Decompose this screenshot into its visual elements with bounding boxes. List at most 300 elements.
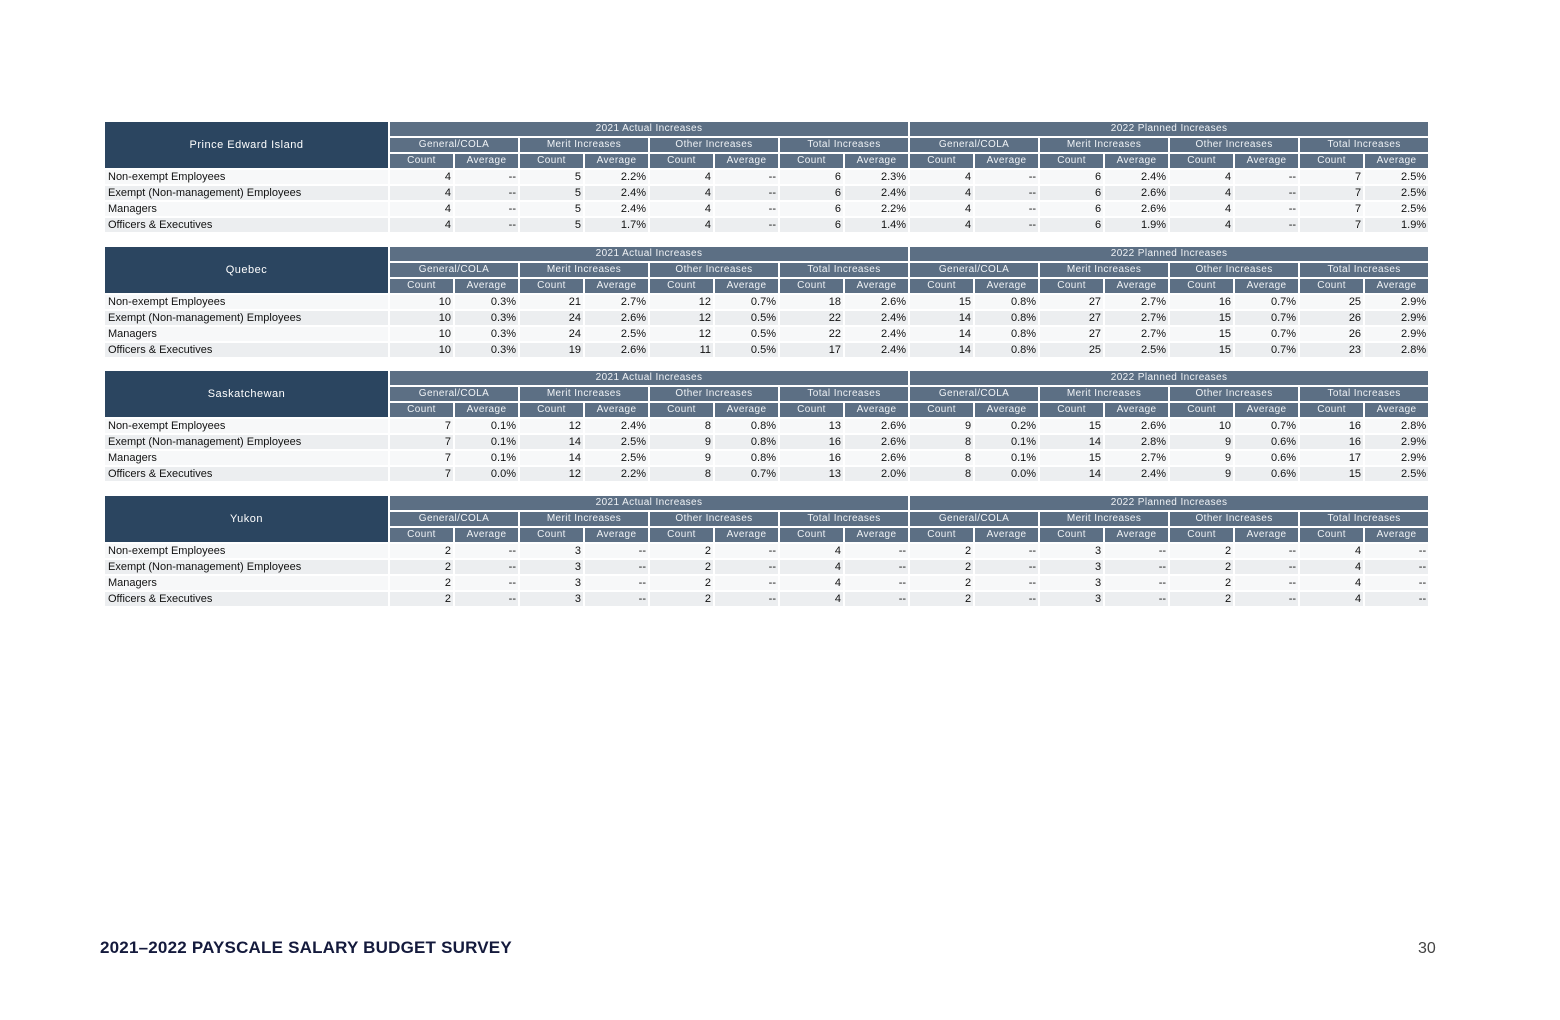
table-cell: 10 — [390, 343, 453, 359]
table-cell: -- — [1235, 170, 1298, 186]
table-cell: 2.9% — [1365, 435, 1428, 451]
table-cell: 0.3% — [455, 343, 518, 359]
category-header: Merit Increases — [520, 512, 648, 528]
table-cell: -- — [845, 544, 908, 560]
metric-header: Count — [910, 528, 973, 544]
category-header: Other Increases — [1170, 263, 1298, 279]
table-cell: 2.7% — [585, 295, 648, 311]
metric-header: Average — [845, 528, 908, 544]
table-cell: -- — [975, 186, 1038, 202]
table-cell: 2.4% — [585, 419, 648, 435]
table-cell: -- — [455, 560, 518, 576]
table-cell: 2 — [650, 576, 713, 592]
table-cell: 12 — [650, 311, 713, 327]
table-cell: -- — [845, 592, 908, 608]
metric-header: Count — [910, 154, 973, 170]
table-cell: 27 — [1040, 295, 1103, 311]
table-cell: -- — [975, 202, 1038, 218]
table-cell: 4 — [1170, 218, 1233, 234]
table-cell: 0.7% — [1235, 295, 1298, 311]
table-cell: 4 — [650, 218, 713, 234]
table-row — [105, 544, 1428, 560]
table-cell: 7 — [390, 435, 453, 451]
table-cell: 2 — [910, 544, 973, 560]
metric-header: Count — [520, 279, 583, 295]
metric-header: Count — [1170, 154, 1233, 170]
table-cell: 17 — [780, 343, 843, 359]
metric-header: Count — [390, 279, 453, 295]
category-header: Other Increases — [1170, 387, 1298, 403]
group-header: 2021 Actual Increases — [390, 247, 908, 263]
table-cell: 19 — [520, 343, 583, 359]
table-cell: 15 — [1170, 327, 1233, 343]
table-cell: 0.8% — [975, 343, 1038, 359]
metric-header: Count — [780, 528, 843, 544]
table-cell: 7 — [1300, 186, 1363, 202]
table-cell: 14 — [1040, 467, 1103, 483]
table-cell: 4 — [910, 202, 973, 218]
table-cell: 6 — [1040, 202, 1103, 218]
table-cell: 0.7% — [715, 467, 778, 483]
metric-header: Average — [1365, 279, 1428, 295]
table-cell: 10 — [390, 295, 453, 311]
table-cell: 2.4% — [1105, 170, 1168, 186]
table-cell: 0.7% — [1235, 419, 1298, 435]
category-header: Total Increases — [1300, 138, 1428, 154]
table-row — [105, 435, 1428, 451]
metric-header: Count — [650, 403, 713, 419]
table-cell: 2.5% — [1365, 186, 1428, 202]
table-cell: 0.6% — [1235, 467, 1298, 483]
metric-header: Count — [650, 279, 713, 295]
table-cell: 6 — [780, 218, 843, 234]
category-header: Total Increases — [780, 138, 908, 154]
table-row — [105, 560, 1428, 576]
table-cell: 4 — [780, 576, 843, 592]
category-header: Merit Increases — [520, 263, 648, 279]
region-table — [103, 247, 1430, 359]
table-cell: 2.8% — [1365, 343, 1428, 359]
row-label: Managers — [105, 202, 388, 218]
row-label: Officers & Executives — [105, 218, 388, 234]
table-cell: 0.7% — [1235, 327, 1298, 343]
table-cell: 24 — [520, 327, 583, 343]
table-cell: 2.2% — [585, 170, 648, 186]
metric-header: Average — [1105, 528, 1168, 544]
row-label: Non-exempt Employees — [105, 419, 388, 435]
table-cell: -- — [975, 576, 1038, 592]
table-cell: 22 — [780, 327, 843, 343]
group-header: 2022 Planned Increases — [910, 371, 1428, 387]
metric-header: Count — [1040, 528, 1103, 544]
table-cell: 0.1% — [455, 435, 518, 451]
category-header: Total Increases — [1300, 512, 1428, 528]
category-header: Merit Increases — [1040, 263, 1168, 279]
row-label: Exempt (Non-management) Employees — [105, 560, 388, 576]
table-row — [105, 592, 1428, 608]
table-cell: 16 — [780, 435, 843, 451]
table-cell: 9 — [650, 435, 713, 451]
metric-header: Average — [455, 154, 518, 170]
table-cell: 2.6% — [845, 451, 908, 467]
table-cell: 15 — [910, 295, 973, 311]
table-cell: 2 — [650, 544, 713, 560]
table-cell: -- — [715, 218, 778, 234]
metric-header: Average — [1105, 403, 1168, 419]
metric-header: Count — [1170, 403, 1233, 419]
table-cell: -- — [715, 186, 778, 202]
category-header: General/COLA — [910, 387, 1038, 403]
category-header: Other Increases — [650, 387, 778, 403]
table-cell: 2 — [390, 592, 453, 608]
table-cell: 2.5% — [1365, 170, 1428, 186]
table-cell: 2.4% — [845, 327, 908, 343]
row-label: Officers & Executives — [105, 467, 388, 483]
table-cell: 7 — [1300, 202, 1363, 218]
group-header: 2021 Actual Increases — [390, 496, 908, 512]
table-cell: -- — [1235, 560, 1298, 576]
table-row — [105, 343, 1428, 359]
table-cell: 2.6% — [1105, 419, 1168, 435]
table-cell: 2.5% — [1365, 202, 1428, 218]
table-cell: 2 — [650, 560, 713, 576]
category-header: General/COLA — [910, 263, 1038, 279]
metric-header: Count — [520, 528, 583, 544]
table-cell: 8 — [910, 451, 973, 467]
table-cell: 2.8% — [1365, 419, 1428, 435]
metric-header: Count — [780, 154, 843, 170]
metric-header: Average — [1235, 403, 1298, 419]
table-cell: 14 — [910, 343, 973, 359]
table-cell: 4 — [910, 218, 973, 234]
table-cell: -- — [1365, 544, 1428, 560]
table-cell: 12 — [650, 295, 713, 311]
table-cell: 0.7% — [1235, 311, 1298, 327]
metric-header: Average — [455, 528, 518, 544]
group-header: 2021 Actual Increases — [390, 371, 908, 387]
table-cell: 9 — [1170, 467, 1233, 483]
table-cell: 2.3% — [845, 170, 908, 186]
table-cell: 3 — [1040, 576, 1103, 592]
category-header: Total Increases — [1300, 387, 1428, 403]
row-label: Exempt (Non-management) Employees — [105, 311, 388, 327]
table-cell: 7 — [390, 419, 453, 435]
table-row — [105, 327, 1428, 343]
table-cell: 0.1% — [975, 435, 1038, 451]
metric-header: Count — [390, 528, 453, 544]
row-label: Officers & Executives — [105, 592, 388, 608]
metric-header: Count — [1300, 528, 1363, 544]
table-row — [105, 295, 1428, 311]
table-cell: -- — [975, 170, 1038, 186]
table-cell: -- — [455, 592, 518, 608]
row-label: Exempt (Non-management) Employees — [105, 435, 388, 451]
table-cell: 3 — [520, 592, 583, 608]
table-cell: 21 — [520, 295, 583, 311]
table-cell: 4 — [1300, 544, 1363, 560]
metric-header: Count — [1300, 154, 1363, 170]
table-cell: 2.9% — [1365, 327, 1428, 343]
table-cell: 3 — [520, 576, 583, 592]
table-cell: 3 — [520, 560, 583, 576]
table-cell: 8 — [910, 435, 973, 451]
table-cell: 4 — [910, 186, 973, 202]
table-cell: 0.8% — [975, 327, 1038, 343]
table-cell: 7 — [390, 467, 453, 483]
table-cell: -- — [1105, 592, 1168, 608]
table-cell: -- — [455, 186, 518, 202]
category-header: General/COLA — [910, 138, 1038, 154]
metric-header: Average — [585, 279, 648, 295]
metric-header: Count — [910, 279, 973, 295]
row-label: Managers — [105, 327, 388, 343]
group-header: 2022 Planned Increases — [910, 122, 1428, 138]
table-cell: 10 — [390, 327, 453, 343]
table-cell: 7 — [1300, 170, 1363, 186]
metric-header: Count — [650, 154, 713, 170]
metric-header: Average — [975, 279, 1038, 295]
table-cell: 16 — [780, 451, 843, 467]
table-cell: 4 — [390, 186, 453, 202]
table-cell: 2.7% — [1105, 311, 1168, 327]
table-cell: 8 — [650, 419, 713, 435]
table-cell: 2.5% — [585, 451, 648, 467]
table-cell: 8 — [650, 467, 713, 483]
table-cell: 0.1% — [455, 419, 518, 435]
metric-header: Count — [1170, 528, 1233, 544]
table-cell: -- — [455, 544, 518, 560]
report-title: 2021–2022 PAYSCALE SALARY BUDGET SURVEY — [100, 938, 512, 957]
table-cell: 2 — [1170, 544, 1233, 560]
table-row — [105, 419, 1428, 435]
table-cell: 1.9% — [1365, 218, 1428, 234]
metric-header: Count — [1300, 403, 1363, 419]
page-number: 30 — [1418, 940, 1436, 957]
metric-header: Count — [910, 403, 973, 419]
table-cell: -- — [585, 576, 648, 592]
metric-header: Average — [715, 154, 778, 170]
table-cell: 2.7% — [1105, 327, 1168, 343]
table-cell: 4 — [1170, 186, 1233, 202]
table-cell: -- — [715, 544, 778, 560]
table-cell: 27 — [1040, 327, 1103, 343]
table-cell: 27 — [1040, 311, 1103, 327]
table-row — [105, 311, 1428, 327]
table-cell: -- — [455, 202, 518, 218]
table-cell: 0.5% — [715, 327, 778, 343]
category-header: Merit Increases — [1040, 387, 1168, 403]
metric-header: Average — [585, 403, 648, 419]
table-cell: 6 — [780, 170, 843, 186]
table-cell: 4 — [1170, 170, 1233, 186]
category-header: Merit Increases — [1040, 138, 1168, 154]
table-cell: -- — [975, 592, 1038, 608]
metric-header: Average — [975, 403, 1038, 419]
metric-header: Average — [585, 528, 648, 544]
metric-header: Count — [1040, 279, 1103, 295]
table-cell: 4 — [390, 218, 453, 234]
category-header: General/COLA — [390, 138, 518, 154]
table-cell: -- — [1235, 218, 1298, 234]
table-cell: 0.6% — [1235, 451, 1298, 467]
table-cell: 0.7% — [715, 295, 778, 311]
table-cell: 9 — [650, 451, 713, 467]
table-cell: 2.5% — [585, 327, 648, 343]
table-cell: -- — [455, 576, 518, 592]
table-cell: 0.8% — [715, 451, 778, 467]
group-header: 2022 Planned Increases — [910, 496, 1428, 512]
table-cell: 9 — [910, 419, 973, 435]
table-cell: -- — [585, 560, 648, 576]
table-cell: 16 — [1300, 419, 1363, 435]
metric-header: Average — [845, 279, 908, 295]
metric-header: Average — [1105, 279, 1168, 295]
table-cell: 0.3% — [455, 311, 518, 327]
table-cell: 3 — [1040, 560, 1103, 576]
table-cell: -- — [845, 560, 908, 576]
table-cell: 2.2% — [585, 467, 648, 483]
table-cell: -- — [1235, 186, 1298, 202]
table-cell: -- — [455, 218, 518, 234]
table-cell: 0.3% — [455, 327, 518, 343]
table-cell: 2.6% — [585, 343, 648, 359]
table-cell: 0.8% — [715, 419, 778, 435]
metric-header: Count — [1040, 403, 1103, 419]
table-cell: 0.8% — [975, 295, 1038, 311]
table-cell: 7 — [390, 451, 453, 467]
table-cell: -- — [455, 170, 518, 186]
table-cell: 16 — [1300, 435, 1363, 451]
table-cell: -- — [975, 560, 1038, 576]
row-label: Managers — [105, 451, 388, 467]
table-cell: 3 — [1040, 544, 1103, 560]
table-cell: 5 — [520, 170, 583, 186]
table-cell: 2.4% — [845, 343, 908, 359]
table-cell: 0.5% — [715, 343, 778, 359]
table-cell: 13 — [780, 419, 843, 435]
metric-header: Count — [780, 403, 843, 419]
table-cell: 4 — [390, 202, 453, 218]
table-cell: 4 — [780, 592, 843, 608]
metric-header: Average — [585, 154, 648, 170]
metric-header: Count — [780, 279, 843, 295]
table-cell: 22 — [780, 311, 843, 327]
metric-header: Average — [455, 403, 518, 419]
category-header: Total Increases — [780, 512, 908, 528]
metric-header: Count — [1170, 279, 1233, 295]
category-header: Other Increases — [650, 263, 778, 279]
table-cell: 2 — [1170, 592, 1233, 608]
metric-header: Count — [390, 403, 453, 419]
table-cell: 17 — [1300, 451, 1363, 467]
table-cell: 11 — [650, 343, 713, 359]
table-cell: 2 — [1170, 560, 1233, 576]
table-cell: -- — [715, 560, 778, 576]
metric-header: Average — [455, 279, 518, 295]
table-cell: -- — [1105, 560, 1168, 576]
table-cell: -- — [975, 218, 1038, 234]
table-cell: 4 — [1170, 202, 1233, 218]
table-cell: 2.6% — [585, 311, 648, 327]
table-cell: 0.7% — [1235, 343, 1298, 359]
metric-header: Count — [1040, 154, 1103, 170]
table-cell: 2 — [1170, 576, 1233, 592]
table-cell: 10 — [1170, 419, 1233, 435]
category-header: Merit Increases — [1040, 512, 1168, 528]
category-header: Total Increases — [780, 263, 908, 279]
table-row — [105, 576, 1428, 592]
table-cell: 7 — [1300, 218, 1363, 234]
table-row — [105, 218, 1428, 234]
metric-header: Average — [715, 403, 778, 419]
table-cell: -- — [1365, 592, 1428, 608]
table-cell: 6 — [780, 202, 843, 218]
table-cell: 2.6% — [1105, 186, 1168, 202]
table-cell: 2.6% — [1105, 202, 1168, 218]
table-cell: 0.8% — [975, 311, 1038, 327]
table-cell: -- — [845, 576, 908, 592]
group-header: 2021 Actual Increases — [390, 122, 908, 138]
table-cell: 4 — [1300, 592, 1363, 608]
table-cell: 2.4% — [585, 186, 648, 202]
row-label: Non-exempt Employees — [105, 295, 388, 311]
table-cell: -- — [715, 202, 778, 218]
category-header: Total Increases — [1300, 263, 1428, 279]
table-cell: 5 — [520, 186, 583, 202]
table-cell: 4 — [1300, 576, 1363, 592]
table-cell: 2 — [910, 576, 973, 592]
table-cell: -- — [1365, 560, 1428, 576]
table-cell: 2 — [650, 592, 713, 608]
table-cell: -- — [585, 544, 648, 560]
table-cell: 0.1% — [975, 451, 1038, 467]
table-cell: 14 — [910, 327, 973, 343]
table-cell: 2.2% — [845, 202, 908, 218]
metric-header: Average — [975, 154, 1038, 170]
table-cell: 14 — [1040, 435, 1103, 451]
row-label: Non-exempt Employees — [105, 544, 388, 560]
metric-header: Average — [1105, 154, 1168, 170]
table-cell: 9 — [1170, 435, 1233, 451]
table-cell: 0.5% — [715, 311, 778, 327]
category-header: Merit Increases — [520, 387, 648, 403]
table-cell: 18 — [780, 295, 843, 311]
metric-header: Count — [1300, 279, 1363, 295]
table-cell: 0.0% — [975, 467, 1038, 483]
table-cell: 6 — [1040, 218, 1103, 234]
table-cell: -- — [1235, 576, 1298, 592]
table-cell: -- — [1235, 202, 1298, 218]
table-cell: 14 — [910, 311, 973, 327]
table-cell: 9 — [1170, 451, 1233, 467]
category-header: General/COLA — [910, 512, 1038, 528]
table-cell: 4 — [910, 170, 973, 186]
category-header: Other Increases — [650, 512, 778, 528]
table-cell: 12 — [520, 467, 583, 483]
table-cell: 4 — [650, 186, 713, 202]
metric-header: Count — [520, 403, 583, 419]
metric-header: Average — [715, 279, 778, 295]
metric-header: Count — [520, 154, 583, 170]
table-cell: 23 — [1300, 343, 1363, 359]
table-cell: 6 — [780, 186, 843, 202]
table-cell: 2.5% — [1365, 467, 1428, 483]
table-cell: 3 — [1040, 592, 1103, 608]
metric-header: Count — [390, 154, 453, 170]
table-cell: 6 — [1040, 170, 1103, 186]
table-cell: 13 — [780, 467, 843, 483]
metric-header: Average — [845, 154, 908, 170]
